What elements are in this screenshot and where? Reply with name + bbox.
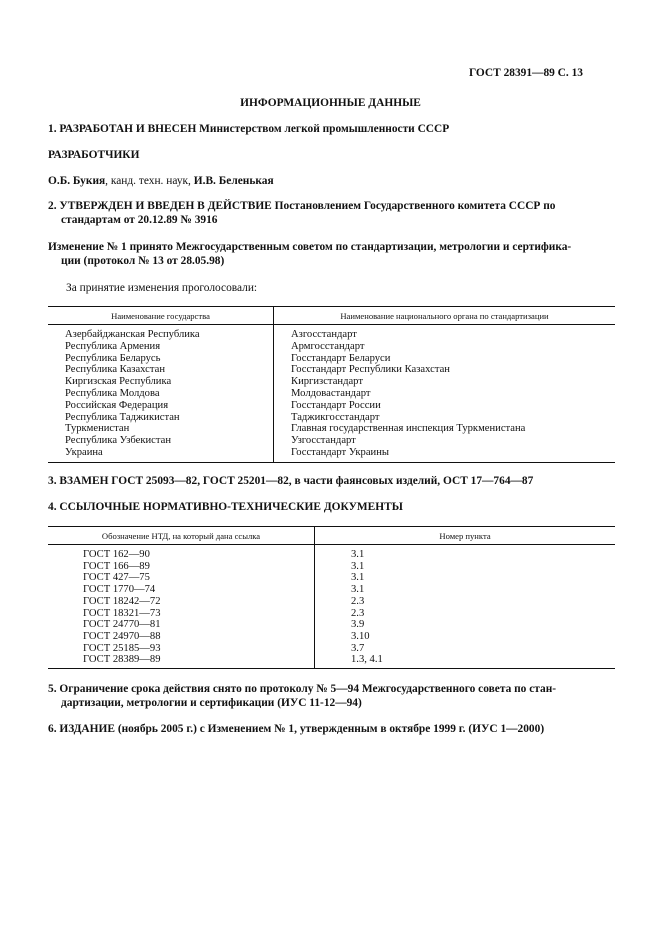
amendment-text: принято Межгосударственным советом по стандартизации, метрологии и сертифика- xyxy=(129,241,572,253)
standards-body: Молдовастандарт xyxy=(291,388,371,399)
clause-number: 3.7 xyxy=(351,642,365,654)
states-table-divider xyxy=(273,307,274,462)
states-header-body: Наименование национального органа по стандартизации xyxy=(340,311,549,321)
developer-1: О.Б. Букия xyxy=(48,175,106,187)
section-1-number: 1. xyxy=(48,123,57,135)
amendment-line-1 xyxy=(48,240,571,254)
state-name: Республика Беларусь xyxy=(65,352,161,364)
page-title: ИНФОРМАЦИОННЫЕ ДАННЫЕ xyxy=(240,97,421,109)
section-2-label: УТВЕРЖДЕН И ВВЕДЕН В ДЕЙСТВИЕ xyxy=(59,200,272,212)
section-3-number: 3. xyxy=(48,475,57,487)
state-name: Российская Федерация xyxy=(65,399,169,411)
reference-document: ГОСТ 24770—81 xyxy=(83,619,161,631)
section-5-number: 5. xyxy=(48,683,57,695)
clause-number: 3.10 xyxy=(351,630,370,642)
section-4 xyxy=(48,500,403,514)
clause-number: 2.3 xyxy=(351,595,365,607)
state-name: Киргизская Республика xyxy=(65,376,172,388)
clause-number: 3.1 xyxy=(351,549,365,560)
reference-document: ГОСТ 1770—74 xyxy=(83,584,156,596)
standards-body: Узгосстандарт xyxy=(291,435,356,447)
standards-body: Армгосстандарт xyxy=(291,340,365,352)
section-3-text: в части фаянсовых изделий, ОСТ 17—764—87 xyxy=(294,475,534,487)
amendment-label: Изменение № 1 xyxy=(48,241,127,253)
section-1-label: РАЗРАБОТАН И ВНЕСЕН xyxy=(59,123,197,135)
standards-body: Госстандарт России xyxy=(291,399,381,411)
section-3-label: ВЗАМЕН ГОСТ 25093—82, ГОСТ 25201—82, xyxy=(59,475,292,487)
clause-number: 3.1 xyxy=(351,584,365,596)
standards-body: Госстандарт Республики Казахстан xyxy=(291,364,450,376)
reference-document: ГОСТ 18242—72 xyxy=(83,595,161,607)
standards-body: Главная государственная инспекция Туркменистана xyxy=(291,423,526,435)
clause-number: 3.1 xyxy=(351,572,365,584)
states-header-state: Наименование государства xyxy=(111,311,210,321)
state-name: Республика Казахстан xyxy=(65,364,166,376)
standards-body: Азгосстандарт xyxy=(291,329,357,340)
reference-document: ГОСТ 18321—73 xyxy=(83,607,161,619)
reference-document: ГОСТ 28389—89 xyxy=(83,654,161,666)
reference-document: ГОСТ 166—89 xyxy=(83,560,150,572)
state-name: Азербайджанская Республика xyxy=(65,329,200,340)
states-table xyxy=(48,306,615,463)
section-2-number: 2. xyxy=(48,200,57,212)
state-name: Туркменистан xyxy=(65,423,130,435)
section-6 xyxy=(48,722,544,736)
reference-document: ГОСТ 427—75 xyxy=(83,572,150,584)
reference-document: ГОСТ 162—90 xyxy=(83,549,150,560)
references-table-divider xyxy=(314,527,315,668)
section-4-label: ССЫЛОЧНЫЕ НОРМАТИВНО-ТЕХНИЧЕСКИЕ ДОКУМЕНТЫ xyxy=(59,501,403,513)
reference-document: ГОСТ 25185—93 xyxy=(83,642,161,654)
state-name: Республика Молдова xyxy=(65,388,160,399)
developer-2: И.В. Беленькая xyxy=(193,175,274,187)
section-1-text: Министерством легкой промышленности СССР xyxy=(199,123,450,135)
section-2-line-2: стандартам от 20.12.89 № 3916 xyxy=(61,214,218,226)
developer-degree: , канд. техн. наук, xyxy=(105,175,191,187)
clause-number: 1.3, 4.1 xyxy=(351,654,383,666)
section-6-text: (ноябрь 2005 г.) с Изменением № 1, утвержденным в октябре 1999 г. (ИУС 1—2000) xyxy=(117,723,545,735)
amendment-line-2: ции (протокол № 13 от 28.05.98) xyxy=(61,255,225,267)
developers-heading: РАЗРАБОТЧИКИ xyxy=(48,149,140,161)
clause-number: 3.9 xyxy=(351,619,365,631)
state-name: Республика Армения xyxy=(65,340,161,352)
section-5-line-2: дартизации, метрологии и сертификации (ИУС 11-12—94) xyxy=(61,697,362,709)
clause-number: 3.1 xyxy=(351,560,365,572)
developers-list xyxy=(48,174,274,188)
standards-body: Киргизстандарт xyxy=(291,376,363,388)
clause-number: 2.3 xyxy=(351,607,365,619)
reference-document: ГОСТ 24970—88 xyxy=(83,630,161,642)
state-name: Украина xyxy=(65,447,103,458)
section-2-line-1 xyxy=(48,199,556,213)
standards-body: Госстандарт Украины xyxy=(291,447,389,458)
section-5-label: Ограничение срока действия снято xyxy=(59,683,242,695)
voted-label: За принятие изменения проголосовали: xyxy=(66,282,258,294)
standards-body: Госстандарт Беларуси xyxy=(291,352,391,364)
section-5-line-1 xyxy=(48,682,556,696)
section-2-text: Постановлением Государственного комитета СССР по xyxy=(274,200,556,212)
section-6-number: 6. xyxy=(48,723,57,735)
section-3 xyxy=(48,474,533,488)
standards-body: Таджикгосстандарт xyxy=(291,411,380,423)
section-4-number: 4. xyxy=(48,501,57,513)
state-name: Республика Таджикистан xyxy=(65,411,180,423)
section-6-label: ИЗДАНИЕ xyxy=(59,723,115,735)
page-reference: ГОСТ 28391—89 С. 13 xyxy=(468,67,583,79)
refs-header-document: Обозначение НТД, на который дана ссылка xyxy=(101,531,261,541)
section-1 xyxy=(48,122,449,136)
references-table xyxy=(48,526,615,669)
section-5-text: по протоколу № 5—94 Межгосударственного совета по стан- xyxy=(244,683,557,695)
state-name: Республика Узбекистан xyxy=(65,435,172,447)
refs-header-clause: Номер пункта xyxy=(439,531,491,541)
